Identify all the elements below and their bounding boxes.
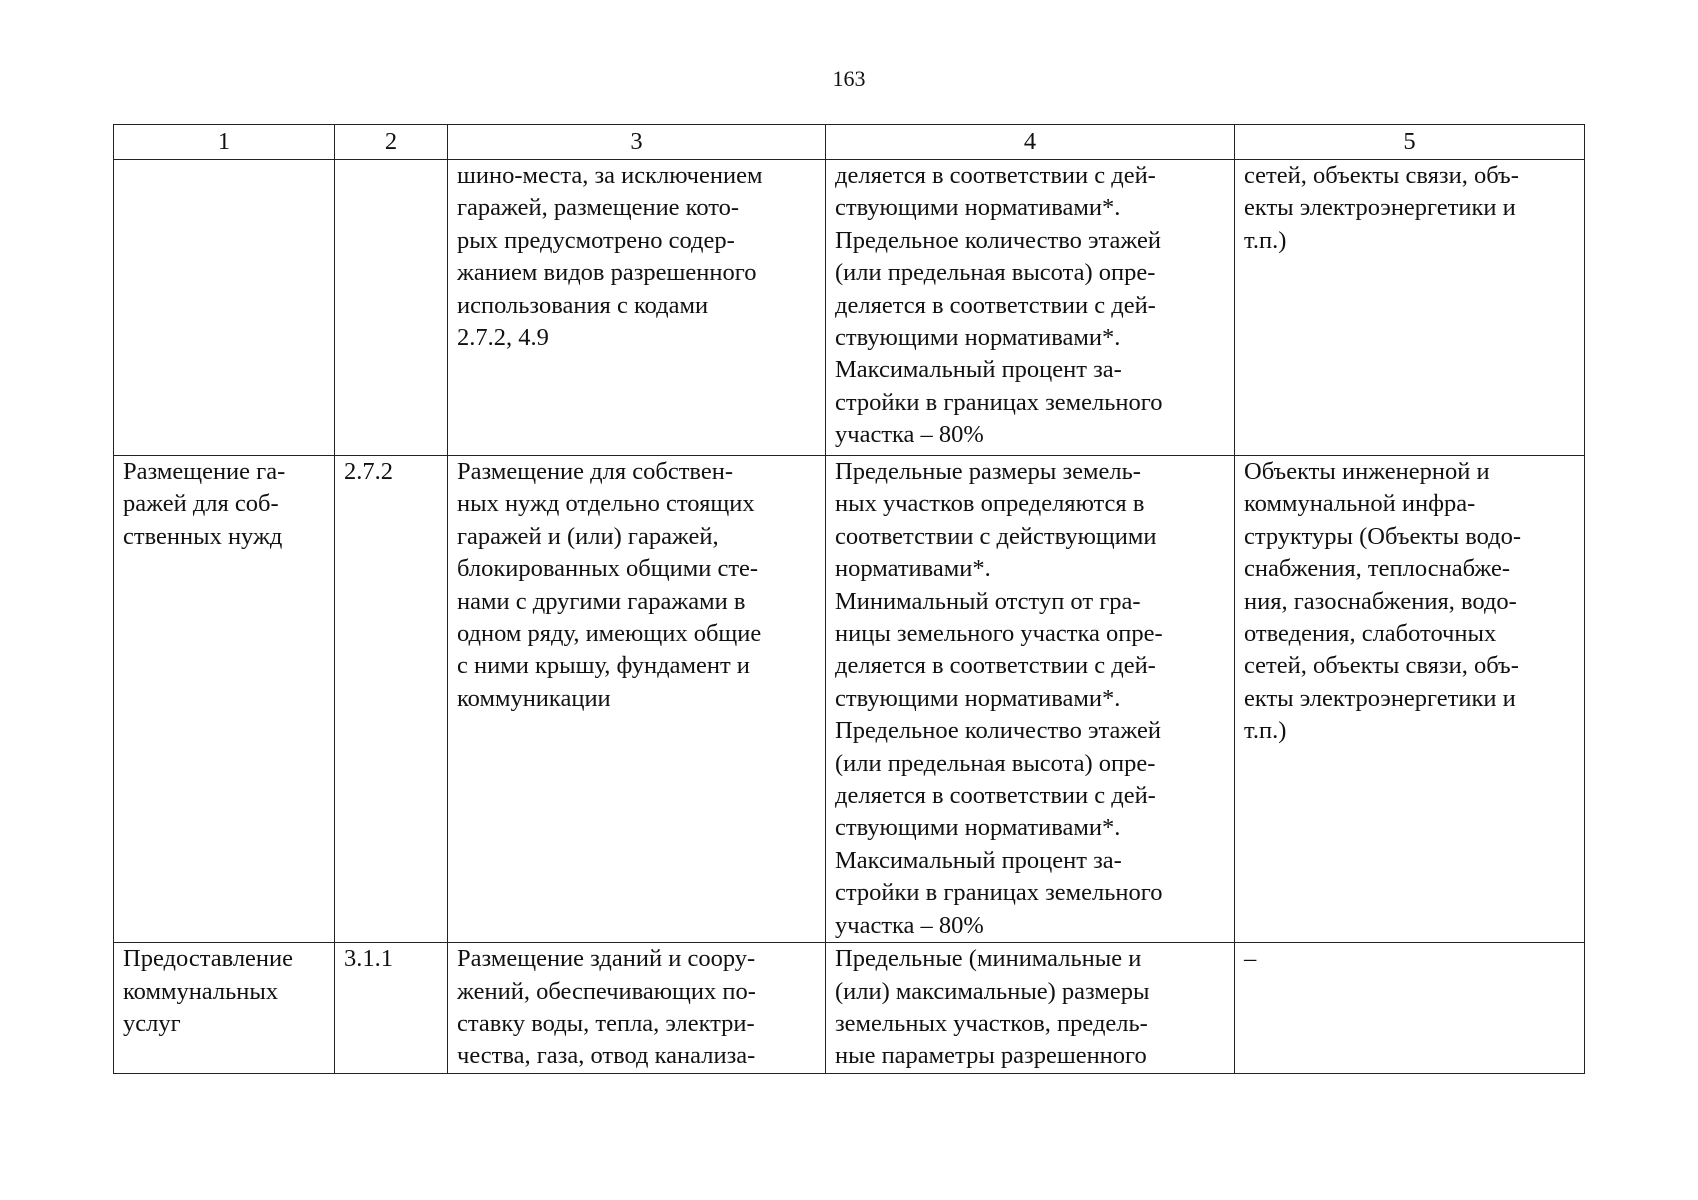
use-type-name-cell: Размещение га- ражей для соб- ственных нужд <box>114 456 335 943</box>
use-description-cell: Размещение зданий и соору- жений, обеспечивающих по- ставку воды, тепла, электри- чества, газа, отвод канализа- <box>448 943 826 1074</box>
auxiliary-use-cell: Объекты инженерной и коммунальной инфра- структуры (Объекты водо- снабжения, теплоснабже- ния, газоснабжения, водо- отведения, слаботочных сетей, объекты связи, объ- екты электроэнергетики и т.п.) <box>1235 456 1585 943</box>
table-row <box>114 160 1585 456</box>
column-header: 5 <box>1235 125 1585 160</box>
land-use-table <box>113 124 1585 1074</box>
use-type-name-cell <box>114 160 335 456</box>
auxiliary-use-cell: сетей, объекты связи, объ- екты электроэнергетики и т.п.) <box>1235 160 1585 456</box>
page-number: 163 <box>832 66 866 91</box>
use-type-name-cell: Предоставление коммунальных услуг <box>114 943 335 1074</box>
column-header: 2 <box>335 125 448 160</box>
table-row <box>114 943 1585 1074</box>
table-row <box>114 456 1585 943</box>
parameters-cell: Предельные (минимальные и (или) максимальные) размеры земельных участков, предель- ные параметры разрешенного <box>826 943 1235 1074</box>
parameters-cell: Предельные размеры земель- ных участков определяются в соответствии с действующими нормативами*. Минимальный отступ от гра- ницы земельного участка опре- деляется в соответствии с дей- ствующими нормативами*. Предельное количество этажей (или предельная высота) опре- деляется в соответствии с дей- ствующими нормативами*. Максимальный процент за- стройки в границах земельного участка – 80% <box>826 456 1235 943</box>
use-type-code-cell <box>335 160 448 456</box>
column-header: 3 <box>448 125 826 160</box>
use-type-code-cell: 2.7.2 <box>335 456 448 943</box>
column-header: 4 <box>826 125 1235 160</box>
column-header: 1 <box>114 125 335 160</box>
table-header-row <box>114 125 1585 160</box>
use-description-cell: Размещение для собствен- ных нужд отдельно стоящих гаражей и (или) гаражей, блокированных общими сте- нами с другими гаражами в одном ряду, имеющих общие с ними крышу, фундамент и коммуникации <box>448 456 826 943</box>
parameters-cell: деляется в соответствии с дей- ствующими нормативами*. Предельное количество этажей (или предельная высота) опре- деляется в соответствии с дей- ствующими нормативами*. Максимальный процент за- стройки в границах земельного участка – 80% <box>826 160 1235 456</box>
use-description-cell: шино-места, за исключением гаражей, размещение кото- рых предусмотрено содер- жанием видов разрешенного использования с кодами 2.7.2, 4.9 <box>448 160 826 456</box>
use-type-code-cell: 3.1.1 <box>335 943 448 1074</box>
auxiliary-use-cell: – <box>1235 943 1585 1074</box>
